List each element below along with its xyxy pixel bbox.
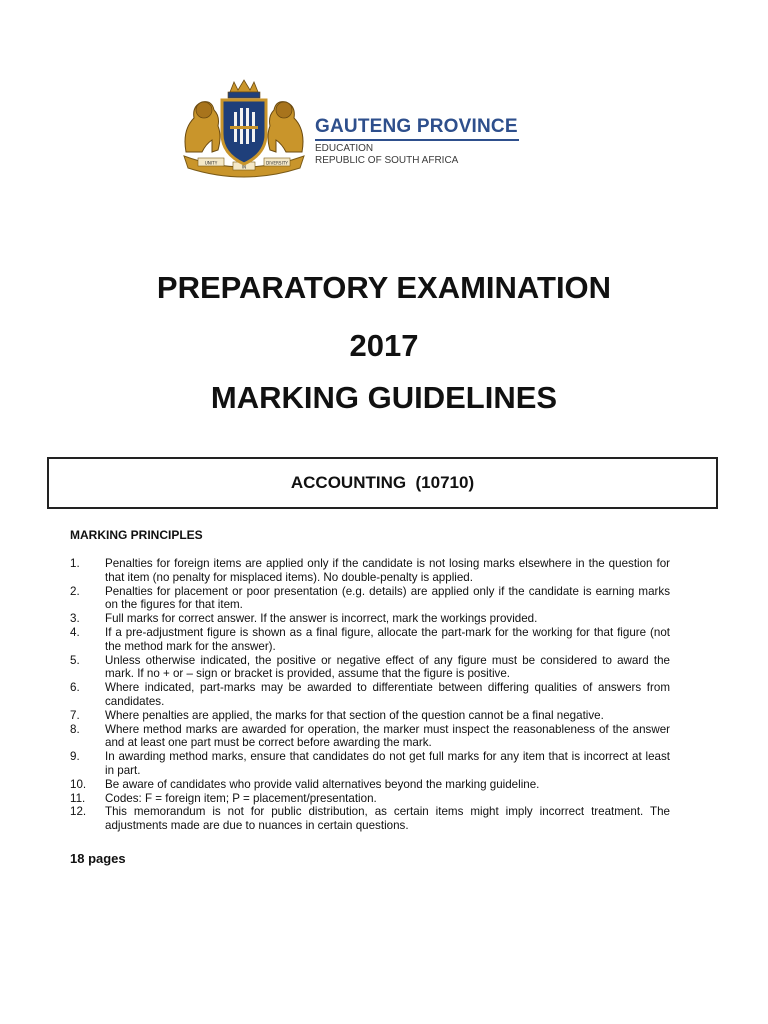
subject-label: ACCOUNTING (10710)	[290, 473, 475, 492]
department-label: EDUCATION	[315, 143, 374, 154]
list-item	[70, 626, 670, 654]
list-item-text: Unless otherwise indicated, the positive or negative effect of any figure must be considered to award the mark. If no + or – sign or bracket is provided, assume that the figure is positive.	[105, 653, 670, 681]
list-item-text: In awarding method marks, ensure that candidates do not get full marks for any item that is incorrect at least in part.	[105, 750, 670, 777]
list-item-text: Where method marks are awarded for operation, the marker must inspect the reasonableness of the answer and at least one part must be correct before awarding the mark.	[105, 722, 670, 750]
org-title-rule	[315, 139, 519, 141]
list-item-text: If a pre-adjustment figure is shown as a final figure, allocate the part-mark for the working for that figure (not the method mark for the answer).	[105, 625, 670, 653]
list-item-number: 1.	[70, 557, 80, 570]
list-item-text: This memorandum is not for public distribution, as certain items might imply incorrect treatment. The adjustments made are due to nuances in certain questions.	[105, 805, 670, 833]
principles-heading: MARKING PRINCIPLES	[70, 528, 203, 542]
list-item	[70, 778, 670, 792]
country-label: REPUBLIC OF SOUTH AFRICA	[315, 155, 459, 166]
list-item-number: 2.	[70, 584, 80, 598]
org-text-block	[315, 116, 555, 167]
svg-text:IN: IN	[241, 164, 247, 170]
list-item-number: 6.	[70, 681, 80, 695]
list-item-text: Be aware of candidates who provide valid alternatives beyond the marking guideline.	[105, 777, 540, 791]
list-item	[70, 792, 670, 806]
list-item	[70, 709, 670, 723]
list-item	[70, 805, 670, 833]
list-item	[70, 585, 670, 613]
list-item-text: Penalties for placement or poor presentation (e.g. details) are applied only if the candidate is earning marks on the figures for that item.	[105, 584, 670, 612]
list-item	[70, 654, 670, 682]
exam-year: 2017	[349, 328, 419, 363]
svg-text:UNITY: UNITY	[204, 160, 218, 166]
list-item-text: Penalties for foreign items are applied only if the candidate is not losing marks elsewhere in the question for that item (no penalty for misplaced items). No double-penalty is applied.	[105, 557, 670, 584]
list-item	[70, 557, 670, 585]
page-count: 18 pages	[70, 851, 126, 866]
principles-list	[70, 557, 670, 833]
coat-of-arms-icon	[178, 78, 310, 178]
svg-text:DIVERSITY: DIVERSITY	[266, 160, 288, 166]
list-item	[70, 612, 670, 626]
list-item-number: 4.	[70, 625, 80, 639]
list-item-number: 7.	[70, 708, 80, 722]
list-item-text: Where penalties are applied, the marks for that section of the question cannot be a final negative.	[105, 708, 604, 722]
org-title: GAUTENG PROVINCE	[315, 116, 518, 137]
subject-box	[47, 457, 718, 509]
list-item-number: 11.	[70, 791, 86, 805]
list-item-text: Where indicated, part-marks may be awarded to differentiate between differing qualities of answers from candidates.	[105, 681, 670, 708]
document-type-title: MARKING GUIDELINES	[210, 380, 558, 415]
list-item-number: 10.	[70, 777, 87, 791]
list-item-text: Full marks for correct answer. If the answer is incorrect, mark the workings provided.	[105, 612, 538, 626]
list-item	[70, 723, 670, 751]
list-item-number: 8.	[70, 722, 80, 736]
list-item-number: 5.	[70, 653, 80, 667]
list-item	[70, 750, 670, 778]
list-item-number: 3.	[70, 612, 80, 626]
list-item-number: 9.	[70, 750, 80, 764]
list-item-number: 12.	[70, 805, 87, 819]
exam-title: PREPARATORY EXAMINATION	[156, 270, 612, 305]
list-item	[70, 681, 670, 709]
gauteng-education-logo	[178, 78, 548, 178]
list-item-text: Codes: F = foreign item; P = placement/presentation.	[105, 791, 377, 805]
